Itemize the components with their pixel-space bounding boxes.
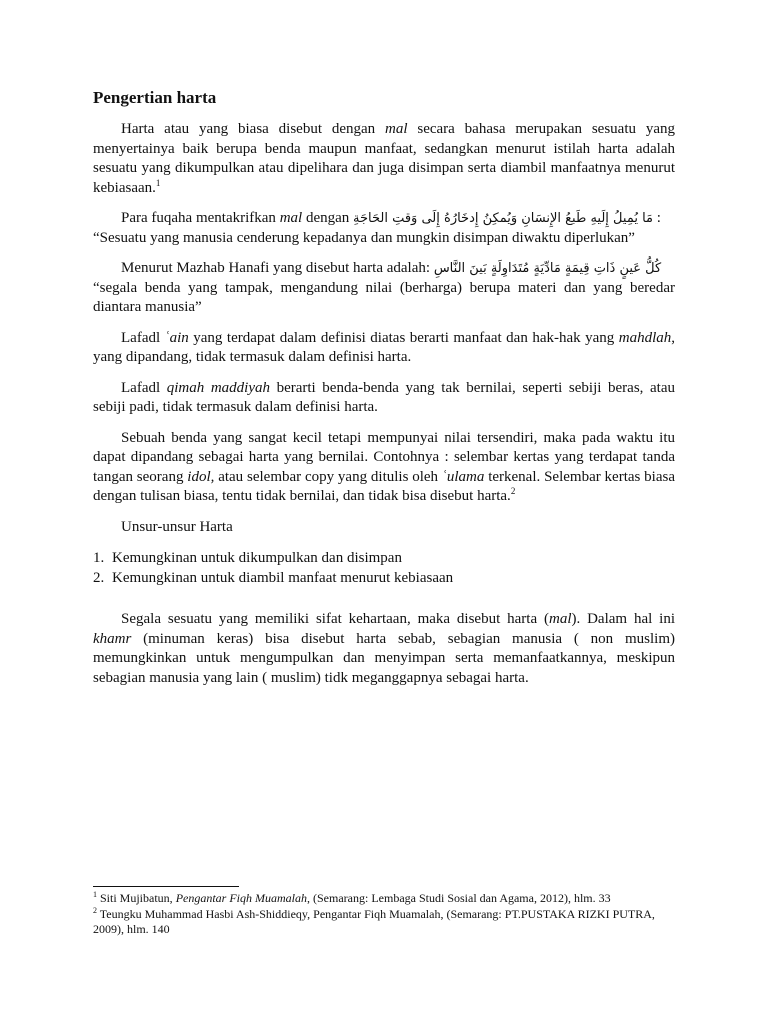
footnote [93, 891, 675, 907]
text-run: : [653, 210, 661, 226]
text-run: (minuman keras) bisa disebut harta sebab, sebagian manusia ( non muslim) memungkinkan untuk mengumpulkan dan menyimpan serta memanfaatkannya, meskipun sebagian manusia yang lain ( muslim) tidk meganggapnya sebagai harta. [93, 630, 675, 686]
italic-term: ʿain [164, 329, 189, 346]
list-item [93, 569, 675, 589]
book-title: Pengantar Fiqh Muamalah [175, 891, 308, 905]
italic-term: qimah maddiyah [166, 379, 270, 396]
elements-list [93, 549, 675, 588]
text-run: ). Dalam hal ini [571, 611, 675, 627]
list-number: 1. [93, 550, 105, 566]
paragraph-fuqaha [93, 209, 675, 248]
document-body [93, 86, 675, 699]
paragraph-definition [93, 120, 675, 198]
footnote-divider [93, 886, 239, 887]
text-run: Siti Mujibatun, [97, 891, 176, 905]
italic-term: ʿulama [441, 468, 485, 485]
paragraph-hanafi [93, 259, 675, 318]
text-run: Segala sesuatu yang memiliki sifat kehartaan, maka disebut harta ( [121, 611, 549, 627]
paragraph-conclusion [93, 610, 675, 688]
italic-term: mal [279, 210, 303, 226]
text-run: secara bahasa merupakan sesuatu yang menyertainya baik berupa benda maupun manfaat, sedangkan menurut istilah harta adalah sesuatu yang dikumpulkan atau dipelihara dan juga disimpan serta diambil manfaatnya menurut kebiasaan. [93, 121, 675, 196]
text-run: berarti benda-benda yang tak bernilai, seperti sebiji beras, atau sebiji padi, tidak termasuk dalam definisi harta. [93, 379, 675, 415]
italic-term: mal [385, 121, 408, 137]
text-run: terkenal. Selembar kertas biasa dengan tulisan biasa, tentu tidak bernilai, dan tidak bisa disebut harta. [93, 468, 675, 504]
paragraph-line [93, 209, 675, 229]
section-label: Unsur-unsur Harta [121, 518, 233, 535]
italic-term: idol, [187, 468, 215, 485]
paragraph-lafadl-ain [93, 329, 675, 368]
italic-term: mal [548, 611, 572, 627]
text-run: Menurut Mazhab Hanafi yang disebut harta adalah: [121, 260, 434, 276]
list-item [93, 549, 675, 569]
footnote-ref: 2 [510, 486, 516, 496]
list-number: 2. [93, 569, 105, 586]
paragraph-small-object [93, 429, 675, 507]
footnote-number: 1 [93, 890, 97, 899]
arabic-definition: مَا يُمِيلُ إِلَيهِ طَبعُ الإِنسَانِ وَيُمكِنُ إِدخَارُهُ إِلَى وَقتِ الحَاجَةِ [353, 211, 654, 226]
translation-quote: “Sesuatu yang manusia cenderung kepadanya dan mungkin disimpan diwaktu diperlukan” [93, 229, 635, 246]
text-run: Harta atau yang biasa disebut dengan [121, 121, 386, 137]
paragraph-lafadl-qimah [93, 379, 675, 418]
text-run: Lafadl [121, 379, 167, 396]
text-run: Para fuqaha mentakrifkan [121, 210, 280, 226]
footnotes [93, 891, 675, 938]
paragraph-line [93, 259, 675, 279]
footnote-number: 2 [93, 905, 97, 915]
translation-quote: “segala benda yang tampak, mengandung nilai (berharga) berupa materi dan yang beredar diantara manusia” [93, 279, 675, 315]
text-run: Teungku Muhammad Hasbi Ash-Shiddieqy, Pengantar Fiqh Muamalah, (Semarang: PT.PUSTAKA RIZKI PUTRA, 2009), hlm. 140 [93, 906, 655, 936]
list-text: Kemungkinan untuk dikumpulkan dan disimpan [112, 550, 402, 566]
text-run: , yang dipandang, tidak termasuk dalam definisi harta. [93, 329, 675, 365]
arabic-definition: كُلُّ عَينٍ ذَاتِ قِيمَةٍ مَادِّيَةٍ مُتَدَاوِلَةٍ بَينَ النَّاسِ [433, 261, 662, 276]
italic-term: mahdlah [618, 329, 672, 346]
page-title: Pengertian harta [93, 88, 217, 107]
footnote-ref: 1 [155, 177, 161, 188]
italic-term: khamr [93, 630, 132, 647]
text-run: dengan [302, 210, 354, 226]
footnote [93, 907, 675, 938]
text-run: , (Semarang: Lembaga Studi Sosial dan Agama, 2012), hlm. 33 [307, 891, 611, 905]
text-run: Sebuah benda yang sangat kecil tetapi mempunyai nilai tersendiri, maka pada waktu itu dapat dipandang sebagai harta yang bernilai. Contohnya : selembar kertas yang terdapat tanda tangan seorang [93, 429, 675, 485]
text-run: atau selembar copy yang ditulis oleh [214, 468, 442, 485]
text-run: Lafadl [121, 329, 165, 346]
text-run: yang terdapat dalam definisi diatas berarti manfaat dan hak-hak yang [188, 329, 619, 346]
list-text: Kemungkinan untuk diambil manfaat menurut kebiasaan [112, 569, 454, 586]
